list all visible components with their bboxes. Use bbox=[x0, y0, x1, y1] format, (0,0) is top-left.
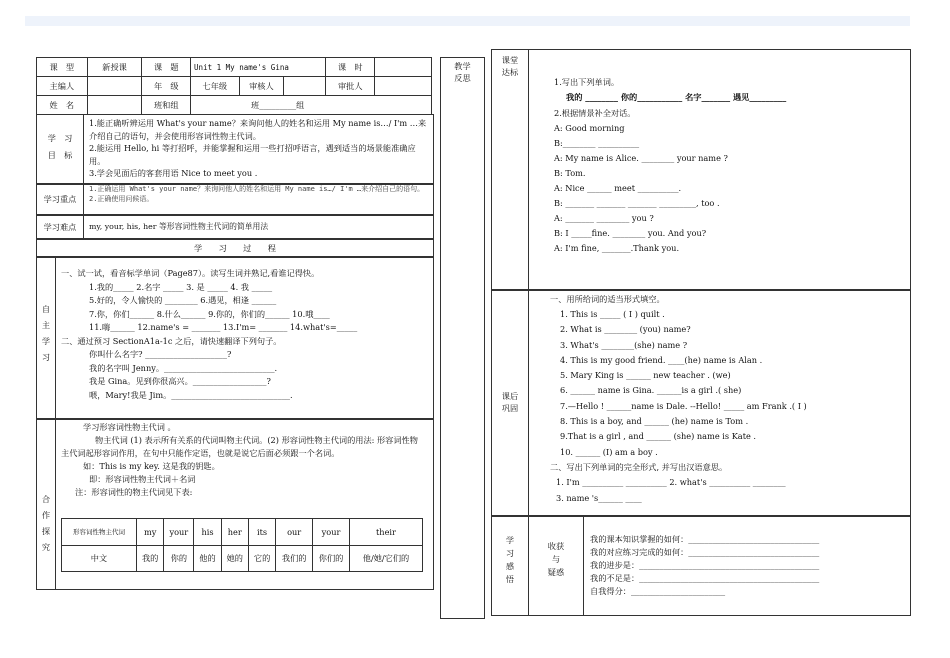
course-type: 新授课 bbox=[87, 58, 142, 77]
after-class-line-7: 6. ______ name is Gina. ______is a girl .( she) bbox=[560, 385, 742, 396]
keypoints-label: 学习重点 bbox=[43, 194, 77, 204]
summary-label: 学 习 感 悟 bbox=[505, 535, 515, 584]
after-class-line-4: 3. What's ________(she) name ? bbox=[560, 339, 688, 350]
reflection-label: 教学 反思 bbox=[454, 61, 471, 83]
class-check-line-1: 1.写出下列单词。 bbox=[554, 77, 620, 87]
label-editor: 主编人 bbox=[37, 77, 88, 96]
self-study-line-8: 我的名字叫 Jenny。___________________________. bbox=[89, 362, 278, 373]
pronoun-head-0: 形容词性物主代词 bbox=[62, 519, 137, 546]
label-grade: 年 级 bbox=[142, 77, 191, 96]
pronoun-row-3: 他的 bbox=[194, 545, 221, 572]
self-study-label: 自 主 学 习 bbox=[41, 304, 51, 362]
class-check-line-3: 2.根据情景补全对话。 bbox=[554, 108, 636, 118]
objective-1: 1.能正确听辨运用 What's your name？来询问他人的姓名和运用 My name is…/ I'm …来介绍自己的语句，并会使用形容词性物主代词。 bbox=[89, 118, 427, 141]
cooperate-line-3: 如：This is my key. 这是我的钥匙。 bbox=[83, 461, 220, 471]
pronoun-head-1: my bbox=[137, 519, 164, 546]
objective-3: 3.学会见面后的客套用语 Nice to meet you . bbox=[89, 168, 258, 178]
top-banner bbox=[25, 16, 910, 26]
pronoun-head-5: its bbox=[248, 519, 275, 546]
self-study-line-6: 二、通过预习 SectionA1a-1c 之后，请快速翻译下列句子。 bbox=[61, 335, 282, 346]
cooperate-section bbox=[36, 418, 434, 590]
pronoun-row-8: 他/她/它们的 bbox=[350, 545, 423, 572]
grade: 七年级 bbox=[191, 77, 240, 96]
pronoun-row-4: 她的 bbox=[221, 545, 248, 572]
self-study-line-4: 7.你，你们______ 8.什么______ 9.你的，你们的______ 10.哦____ bbox=[89, 308, 330, 319]
summary-line-1: 我的课本知识掌握的如何：________________________________ bbox=[590, 534, 820, 544]
pronoun-head-8: their bbox=[350, 519, 423, 546]
summary-sublabel: 收获 与 疑惑 bbox=[547, 541, 565, 577]
after-class-line-3: 2. What is ________ (you) name? bbox=[560, 324, 691, 335]
class-check-section bbox=[491, 49, 911, 291]
objectives-section bbox=[36, 114, 434, 185]
pronoun-row-7: 你们的 bbox=[313, 545, 350, 572]
cooperate-line-4: 即：形容词性物主代词＋名词 bbox=[89, 474, 196, 484]
cooperate-line-5: 注：形容词性的物主代词见下表: bbox=[75, 487, 193, 497]
self-study-line-7: 你叫什么名字? ____________________? bbox=[89, 349, 232, 359]
class-check-line-5: B:________ __________ bbox=[554, 138, 640, 148]
summary-line-5: 自我得分：_______________________ bbox=[590, 586, 726, 596]
self-study-line-10: 喂，Mary!我是 Jim。_____________________________. bbox=[89, 389, 293, 400]
class-check-line-8: A: Nice ______ meet __________. bbox=[554, 183, 682, 193]
pronoun-row-0: 中文 bbox=[62, 545, 137, 572]
pronoun-head-7: your bbox=[313, 519, 350, 546]
after-class-line-1: 一、用所给词的适当形式填空。 bbox=[550, 294, 665, 304]
after-class-line-10: 9.That is a girl , and ______ (she) name is Kate . bbox=[560, 431, 757, 442]
class-check-label: 课堂 达标 bbox=[501, 55, 519, 77]
label-reviewer: 审核人 bbox=[239, 77, 283, 96]
after-class-line-2: 1. This is _____ ( I ) quilt . bbox=[560, 309, 665, 319]
class-group: 班_________组 bbox=[191, 96, 432, 115]
class-check-line-10: A: _______ ________ you ? bbox=[554, 213, 654, 223]
label-course-type: 课 型 bbox=[37, 58, 88, 77]
after-class-line-12: 二、写出下列单词的完全形式, 并写出汉语意思。 bbox=[550, 461, 728, 472]
self-study-line-2: 1.我的_____ 2.名字 _____ 3. 是 _____ 4. 我 _____ bbox=[89, 281, 273, 292]
pronoun-head-6: our bbox=[276, 519, 313, 546]
pronoun-row-1: 我的 bbox=[137, 545, 164, 572]
pronoun-head-3: his bbox=[194, 519, 221, 546]
reflection-column bbox=[440, 57, 485, 619]
label-approver: 审批人 bbox=[326, 77, 375, 96]
student-name bbox=[87, 96, 142, 115]
after-class-line-11: 10. ______ (I) am a boy . bbox=[560, 446, 658, 457]
difficult-section bbox=[36, 214, 434, 240]
after-class-label: 课后 巩固 bbox=[501, 391, 519, 413]
pronoun-head-4: her bbox=[221, 519, 248, 546]
class-check-line-4: A: Good morning bbox=[554, 123, 625, 133]
class-check-line-11: B: I _____fine. ________ you. And you? bbox=[554, 228, 707, 238]
pronoun-row-5: 它的 bbox=[248, 545, 275, 572]
class-check-line-2: 我的 ________ 你的___________ 名字_______ 遇见_________ bbox=[566, 92, 787, 102]
after-class-line-13: 1. I'm __________ __________ 2. what's __________ ________ bbox=[556, 477, 786, 488]
reviewer bbox=[284, 77, 326, 96]
class-check-line-12: A: I'm fine, _______.Thank you. bbox=[554, 243, 680, 253]
cooperate-line-2: 物主代词 (1) 表示所有关系的代词叫物主代词。(2) 形容词性物主代词的用法: 形容词性物主代词起形容词作用，在句中只能作定语，也就是说它后面必须跟一个名词。 bbox=[61, 435, 418, 458]
pronoun-head-2: your bbox=[164, 519, 194, 546]
objective-2: 2.能运用 Hello, hi 等打招呼，并能掌握和运用一些打招呼语言，遇到适当的场景能准确应用。 bbox=[89, 143, 416, 166]
approver bbox=[375, 77, 432, 96]
summary-line-2: 我的对应练习完成的如何：________________________________ bbox=[590, 547, 820, 557]
editor bbox=[87, 77, 142, 96]
pronoun-row-2: 你的 bbox=[164, 545, 194, 572]
self-study-line-5: 11.嗨______ 12.name's = _______ 13.I'm= _______ 14.what's=_____ bbox=[89, 322, 358, 332]
label-class-group: 班和组 bbox=[142, 96, 191, 115]
objectives-label: 学 习 目 标 bbox=[47, 133, 73, 160]
self-study-line-1: 一、试一试，看音标学单词（Page87）。读写生词并熟记,看谁记得快。 bbox=[61, 268, 320, 278]
topic: Unit 1 My name's Gina bbox=[191, 58, 326, 77]
pronoun-row-6: 我们的 bbox=[276, 545, 313, 572]
after-class-line-8: 7.—Hello ! ______name is Dale. --Hello! _____ am Frank .( I ) bbox=[560, 400, 807, 411]
self-study-section bbox=[36, 256, 434, 420]
after-class-line-5: 4. This is my good friend. ____(he) name is Alan . bbox=[560, 354, 763, 365]
summary-section bbox=[491, 515, 911, 616]
cooperate-line-1: 学习形容词性物主代词 。 bbox=[83, 422, 176, 432]
after-class-line-6: 5. Mary King is ______ new teacher . (we) bbox=[560, 370, 731, 381]
after-class-line-9: 8. This is a boy, and ______ (he) name is Tom . bbox=[560, 416, 749, 427]
difficult-text: my, your, his, her 等形容词性物主代词的简单用法 bbox=[89, 222, 269, 231]
keypoints-section bbox=[36, 183, 434, 216]
difficult-label: 学习难点 bbox=[43, 222, 77, 232]
class-check-line-7: B: Tom. bbox=[554, 168, 586, 178]
label-topic: 课 题 bbox=[142, 58, 191, 77]
header-table bbox=[36, 57, 432, 115]
after-class-line-14: 3. name 's______ ____ bbox=[556, 492, 642, 503]
summary-line-4: 我的不足是：____________________________________________ bbox=[590, 573, 820, 583]
pronoun-table bbox=[61, 518, 423, 572]
process-title-row bbox=[36, 238, 434, 258]
summary-line-3: 我的进步是：____________________________________________ bbox=[590, 560, 820, 570]
period bbox=[375, 58, 432, 77]
label-name: 姓 名 bbox=[37, 96, 88, 115]
class-check-line-6: A: My name is Alice. ________ your name ? bbox=[554, 153, 728, 163]
cooperate-label: 合 作 探 究 bbox=[41, 494, 51, 552]
keypoint-1: 1.正确运用 What's your name？来询问他人的姓名和运用 My name is…/ I'm …来介绍自己的语句。 bbox=[89, 185, 425, 193]
self-study-line-9: 我是 Gina。见到你很高兴。__________________? bbox=[89, 376, 271, 386]
process-title: 学 习 过 程 bbox=[194, 243, 276, 253]
class-check-line-9: B: _______ _______ _______ _________, too . bbox=[554, 198, 720, 208]
keypoint-2: 2.正确使用问候语。 bbox=[89, 194, 154, 203]
label-period: 课 时 bbox=[326, 58, 375, 77]
after-class-section bbox=[491, 289, 911, 517]
self-study-line-3: 5.好的，令人愉快的 ________ 6.遇见，相逢 ______ bbox=[89, 295, 277, 305]
